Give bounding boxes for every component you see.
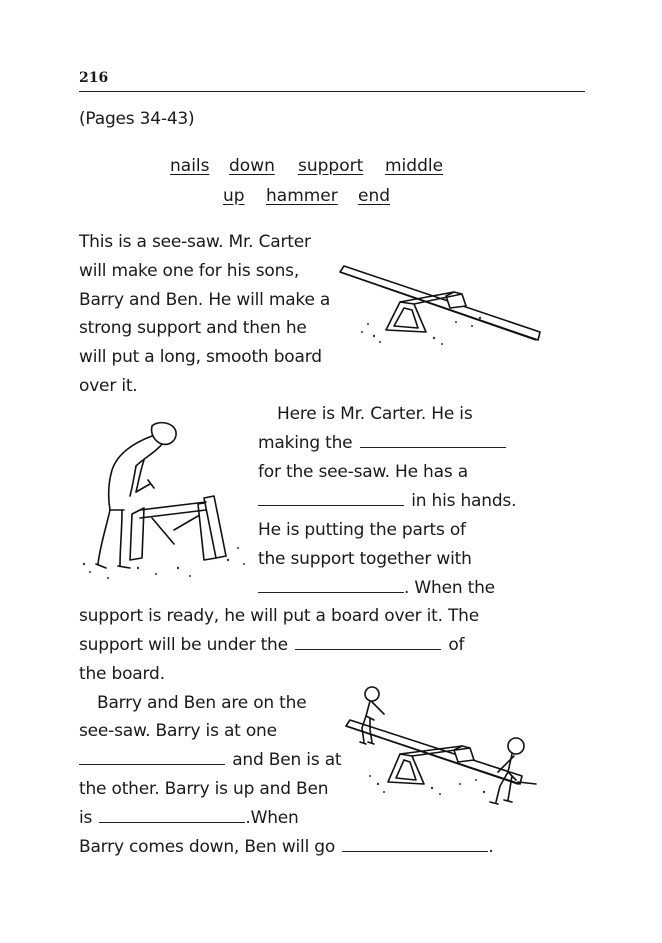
- text-line: the support together with: [258, 549, 472, 569]
- see-saw-illustration: [338, 262, 543, 352]
- text-line: [79, 804, 299, 833]
- answer-blank[interactable]: [342, 837, 488, 852]
- word-bank-item: hammer: [266, 186, 338, 206]
- text-segment: making the: [258, 433, 353, 453]
- text-segment: Barry comes down, Ben will go: [79, 837, 336, 857]
- answer-blank[interactable]: [99, 808, 245, 823]
- text-segment: . When the: [404, 578, 495, 598]
- word-bank-item: up: [223, 186, 245, 206]
- word-bank-item: down: [229, 156, 275, 176]
- text-line: see-saw. Barry is at one: [79, 721, 277, 741]
- header-rule: [79, 91, 585, 92]
- answer-blank[interactable]: [295, 635, 441, 650]
- boys-on-see-saw-illustration: [340, 684, 540, 808]
- text-line: [258, 574, 495, 603]
- answer-blank[interactable]: [79, 750, 225, 765]
- word-bank-item: end: [358, 186, 391, 206]
- text-line: [258, 487, 516, 516]
- text-line: strong support and then he: [79, 318, 307, 338]
- text-segment: support will be under the: [79, 635, 288, 655]
- text-line: [79, 833, 494, 862]
- text-line: will make one for his sons,: [79, 261, 300, 281]
- text-line: for the see-saw. He has a: [258, 462, 468, 482]
- text-line: support is ready, he will put a board over it. The: [79, 606, 480, 626]
- answer-blank[interactable]: [258, 578, 404, 593]
- text-line: He is putting the parts of: [258, 520, 466, 540]
- text-line: [79, 746, 341, 775]
- text-line: [79, 631, 464, 660]
- page-number: 216: [79, 70, 109, 86]
- word-bank-item: support: [298, 156, 364, 176]
- text-segment: .When: [245, 808, 299, 828]
- text-segment: of: [448, 635, 465, 655]
- pages-reference: (Pages 34-43): [79, 109, 195, 129]
- man-hammering-illustration: [78, 418, 253, 582]
- text-line: This is a see-saw. Mr. Carter: [79, 232, 311, 252]
- word-bank-item: nails: [170, 156, 210, 176]
- text-line: Barry and Ben are on the: [97, 693, 307, 713]
- text-segment: and Ben is at: [232, 750, 342, 770]
- text-line: [258, 429, 508, 458]
- text-line: the other. Barry is up and Ben: [79, 779, 329, 799]
- text-segment: is: [79, 808, 93, 828]
- answer-blank[interactable]: [360, 433, 506, 448]
- text-line: Barry and Ben. He will make a: [79, 290, 331, 310]
- text-line: over it.: [79, 376, 138, 396]
- answer-blank[interactable]: [258, 491, 404, 506]
- text-line: will put a long, smooth board: [79, 347, 322, 367]
- text-segment: .: [488, 837, 494, 857]
- text-line: the board.: [79, 664, 165, 684]
- text-segment: in his hands.: [411, 491, 517, 511]
- text-line: Here is Mr. Carter. He is: [277, 404, 473, 424]
- word-bank-item: middle: [385, 156, 444, 176]
